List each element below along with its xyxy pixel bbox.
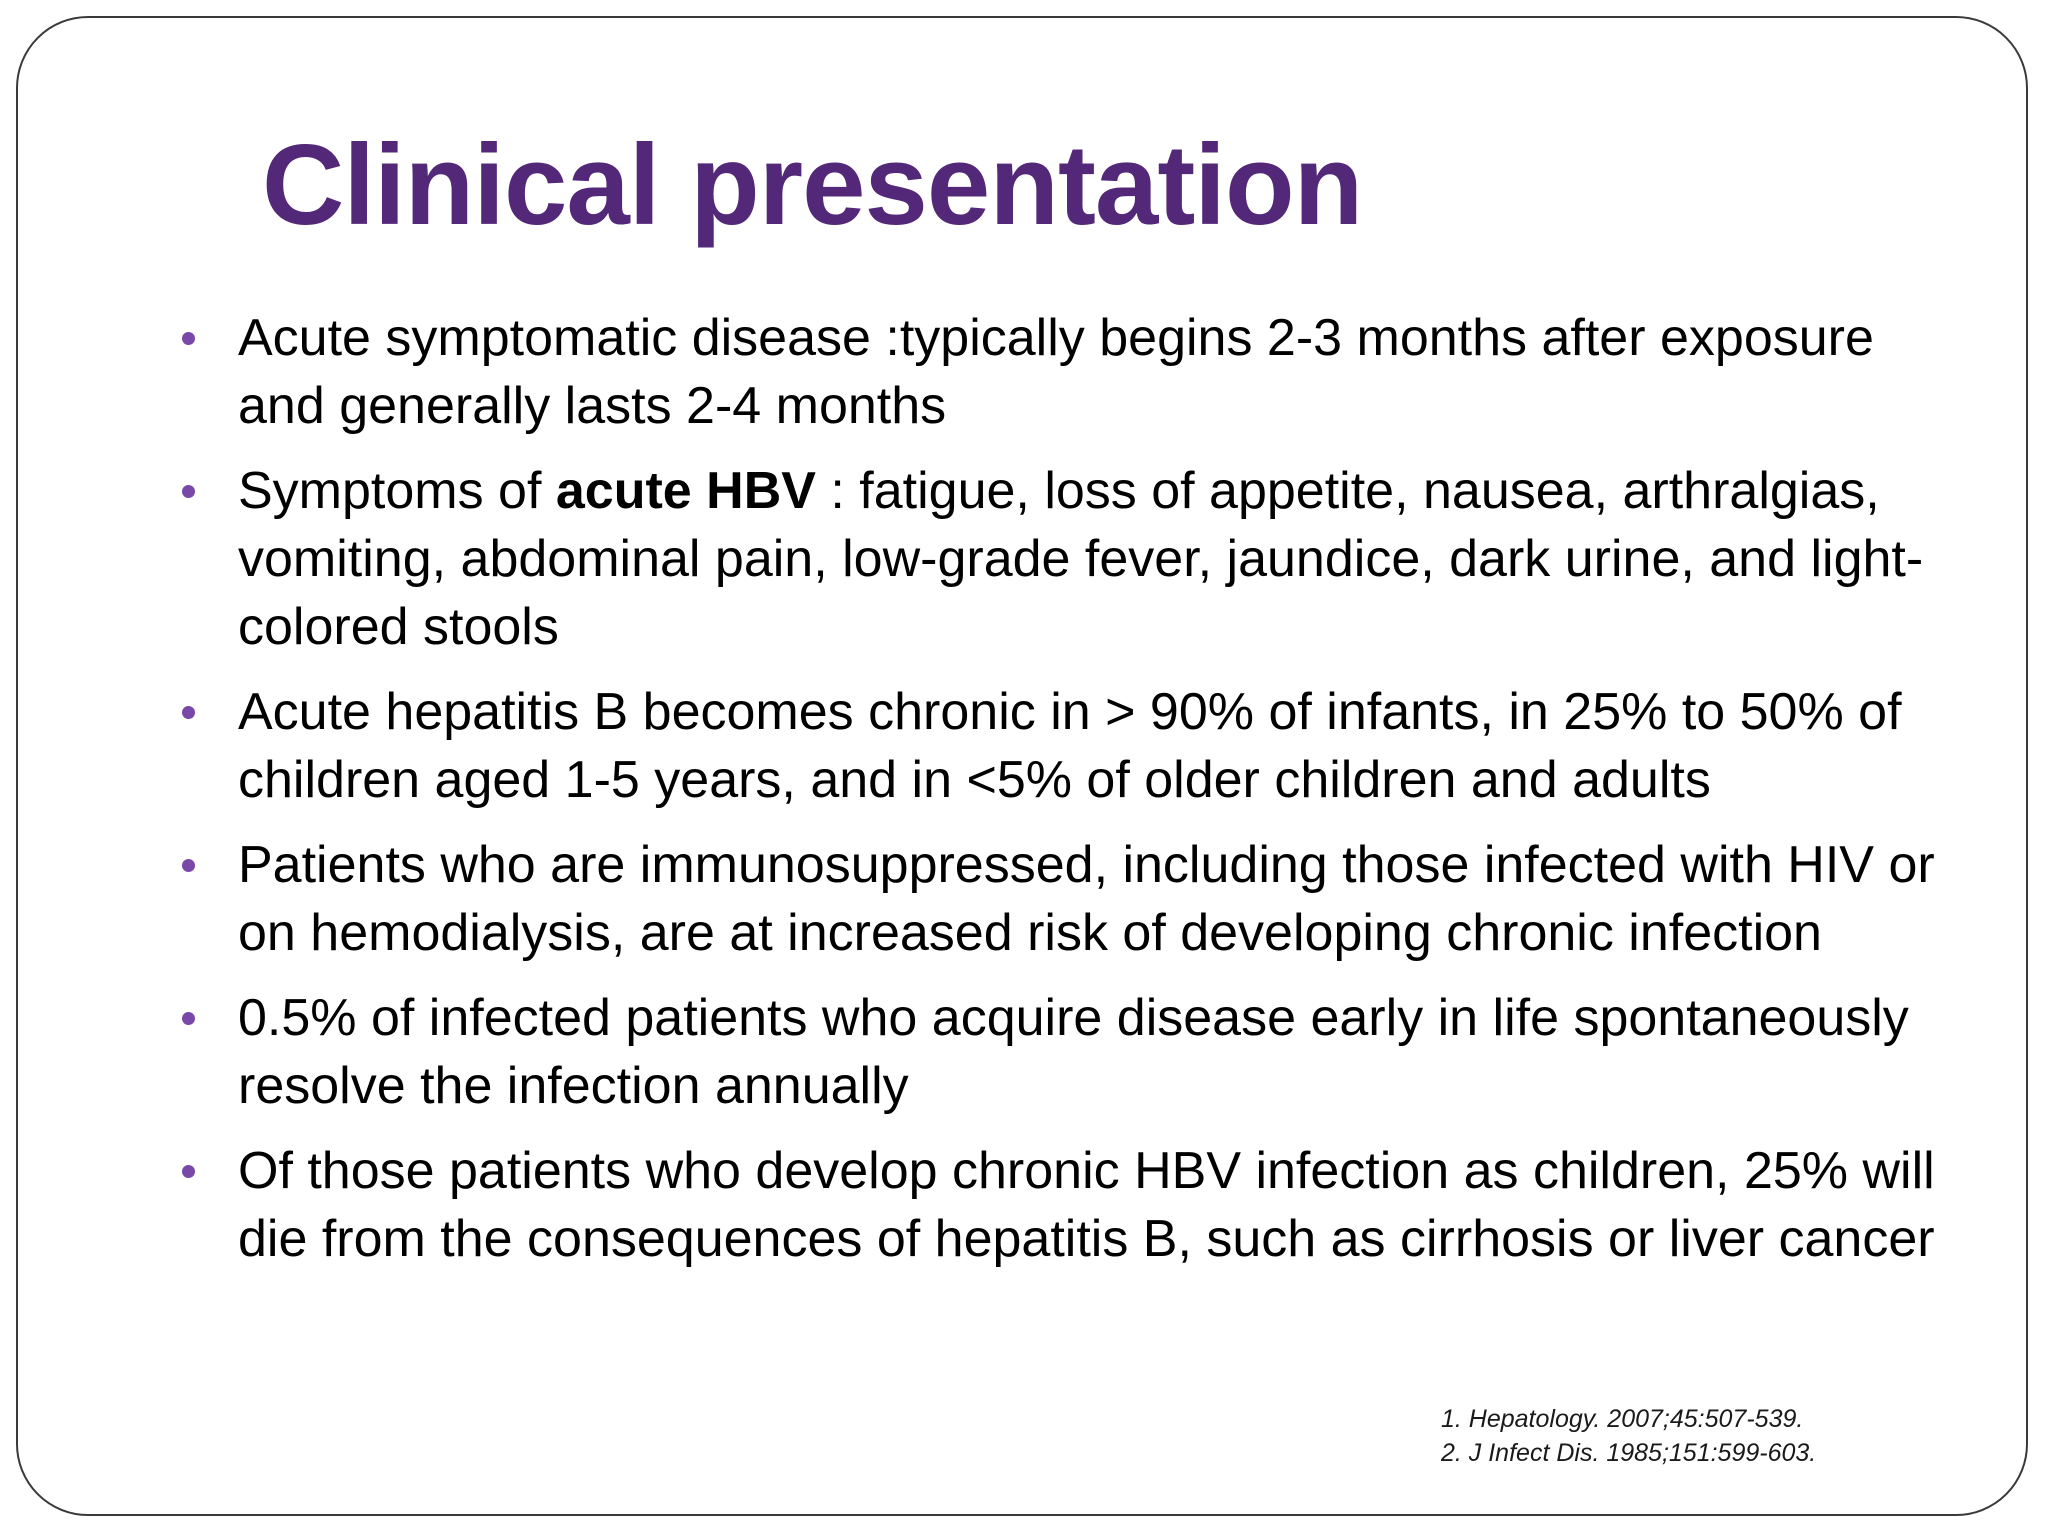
bullet-text-pre: Symptoms of <box>238 462 556 520</box>
reference-item: 2. J Infect Dis. 1985;151:599-603. <box>1441 1439 1817 1467</box>
bullet-text: Acute symptomatic disease :typically begins 2-3 months after exposure and generally lasts 2-4 months <box>238 309 1874 435</box>
bullet-dot-icon <box>182 1012 195 1025</box>
bullet-dot-icon <box>182 485 195 498</box>
bullet-text: Of those patients who develop chronic HBV infection as children, 25% will die from the consequences of hepatitis B, such as cirrhosis or liver cancer <box>238 1142 1935 1268</box>
slide-title: Clinical presentation <box>262 122 1363 249</box>
bullet-text: Patients who are immunosuppressed, including those infected with HIV or on hemodialysis, are at increased risk of developing chronic infection <box>238 836 1935 962</box>
bullet-item-mortality <box>18 1137 2030 1273</box>
slide-frame <box>16 16 2028 1516</box>
bullet-item-acute-disease <box>18 304 2030 440</box>
bullet-item-symptoms <box>18 457 2030 661</box>
bullet-dot-icon <box>182 706 195 719</box>
bullet-item-chronic-rates <box>18 678 2030 814</box>
bullet-dot-icon <box>182 859 195 872</box>
references <box>1441 1402 1816 1470</box>
bullet-text-post: : fatigue, loss of appetite, nausea, arthralgias, vomiting, abdominal pain, low-grade fever, jaundice, dark urine, and light-colored stools <box>238 462 1924 656</box>
bullet-dot-icon <box>182 1165 195 1178</box>
bullet-list <box>18 304 2030 1290</box>
bullet-text-bold: acute HBV <box>555 462 816 520</box>
bullet-text: 0.5% of infected patients who acquire disease early in life spontaneously resolve the infection annually <box>238 989 1909 1115</box>
bullet-item-immunosuppressed <box>18 831 2030 967</box>
bullet-text: Acute hepatitis B becomes chronic in > 90% of infants, in 25% to 50% of children aged 1-5 years, and in <5% of older children and adults <box>238 683 1902 809</box>
reference-item: 1. Hepatology. 2007;45:507-539. <box>1441 1405 1804 1433</box>
bullet-item-resolution <box>18 984 2030 1120</box>
bullet-dot-icon <box>182 332 195 345</box>
